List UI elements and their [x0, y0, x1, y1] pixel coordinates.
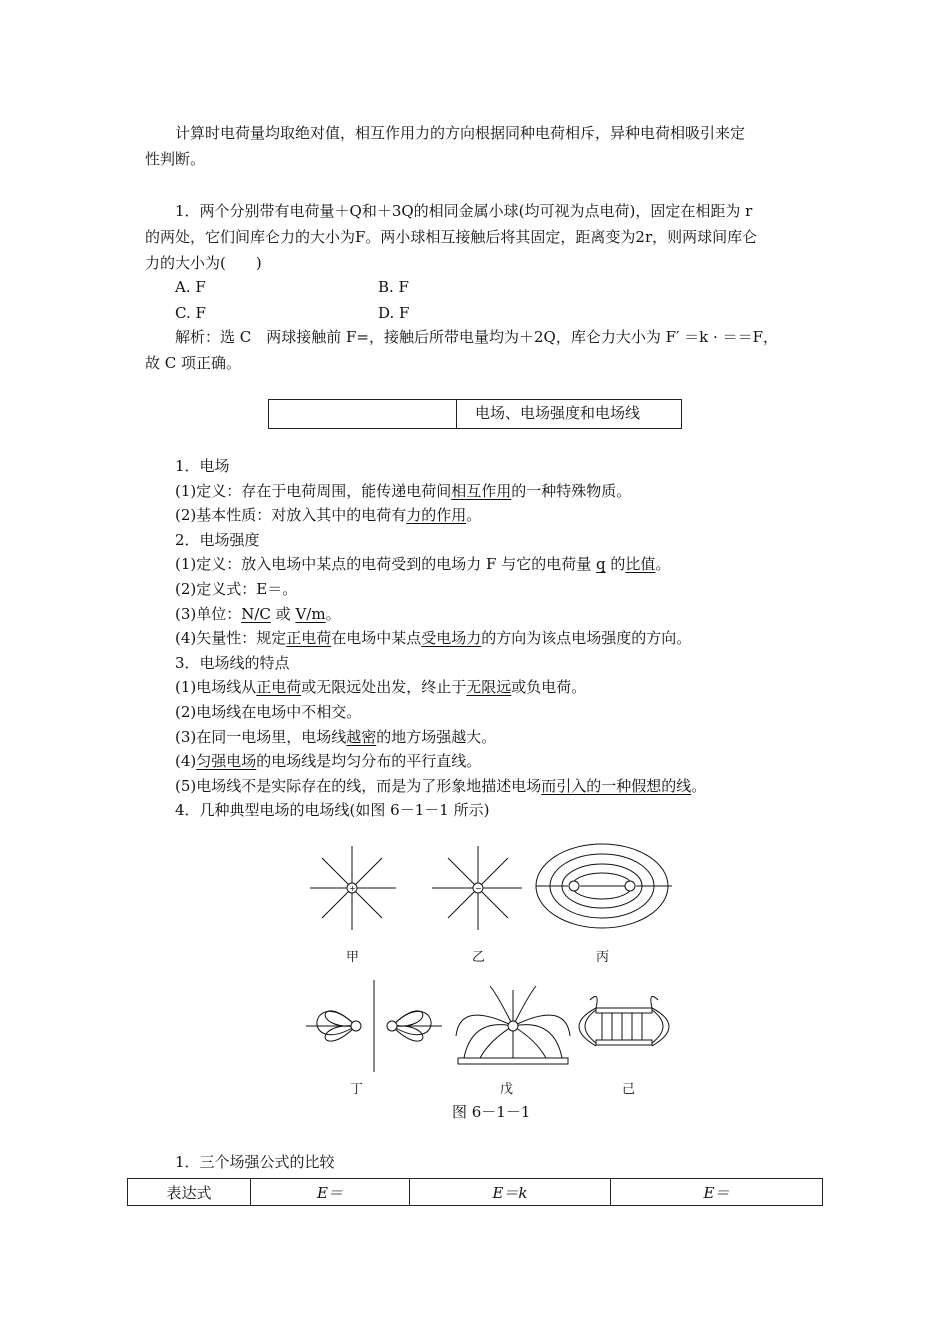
analysis	[145, 324, 817, 376]
intro-line-2: 性判断。	[145, 150, 206, 168]
note-text: (2)基本性质：对放入其中的电荷有	[175, 506, 407, 525]
note-text: 或负电荷。	[511, 678, 587, 697]
negative-charge-diagram	[432, 846, 522, 930]
note-line	[175, 503, 481, 527]
note-line	[175, 798, 489, 822]
note-line	[175, 577, 297, 601]
note-text: (4)矢量性：规定	[175, 629, 287, 648]
figure-caption: 图 6－1－1	[452, 1103, 531, 1121]
note-underlined-term: 无限远	[466, 678, 512, 697]
note-text: (4)	[175, 752, 197, 771]
note-text: (1)定义：存在于电荷周围，能传递电荷间	[175, 481, 452, 500]
figure-label-ding: 丁	[350, 1082, 364, 1097]
note-line	[175, 602, 341, 626]
table-row	[128, 1179, 823, 1206]
note-text: 的地方场强越大。	[376, 727, 497, 746]
note-line	[175, 528, 260, 552]
note-underlined-term: q	[595, 555, 606, 574]
option-d: D. F	[378, 304, 410, 322]
intro-paragraph	[145, 120, 817, 172]
question	[145, 198, 817, 276]
note-text: 2．电场强度	[175, 530, 260, 549]
comparison-table	[127, 1178, 823, 1206]
option-a: A. F	[175, 278, 206, 296]
svg-text:−: −	[475, 884, 482, 893]
note-text: (3)在同一电场里，电场线	[175, 727, 347, 746]
like-charges-diagram	[306, 980, 442, 1072]
analysis-line-2: 故 C 项正确。	[145, 354, 242, 372]
note-text: 的方向为该点电场强度的方向。	[481, 629, 692, 648]
question-line-2: 的两处，它们间库仑力的大小为F。两小球相互接触后将其固定，距离变为2r，则两球间库仑	[145, 228, 758, 246]
note-line	[175, 479, 631, 503]
note-line	[175, 552, 670, 576]
positive-charge-diagram	[310, 846, 396, 930]
note-text: 。	[466, 506, 482, 525]
note-line	[175, 749, 481, 773]
table-cell: E＝	[611, 1179, 823, 1206]
dipole-diagram	[536, 844, 672, 928]
note-text: (2)电场线在电场中不相交。	[175, 703, 362, 721]
section-title: 电场、电场强度和电场线	[475, 404, 641, 422]
section-title-box	[268, 399, 682, 429]
note-text: 或	[270, 604, 296, 623]
intro-line-1: 计算时电荷量均取绝对值，相互作用力的方向根据同种电荷相斥，异种电荷相吸引来定	[175, 124, 746, 142]
note-line	[175, 774, 706, 798]
figure-label-wu: 戊	[500, 1082, 514, 1097]
note-text: 或无限远处出发，终止于	[301, 678, 467, 697]
table-cell-header: 表达式	[128, 1179, 251, 1206]
note-text: (3)单位：	[175, 604, 242, 623]
note-text: 1．电场	[175, 457, 230, 475]
figure-label-ji: 己	[622, 1082, 636, 1097]
note-text: 的	[605, 555, 626, 574]
note-underlined-term: 而引入的一种假想的线	[541, 776, 692, 795]
note-text: 的一种特殊物质。	[511, 481, 632, 500]
note-underlined-term: 匀强电场	[196, 752, 257, 771]
analysis-line-1: 解析：选 C 两球接触前 F=，接触后所带电量均为＋2Q，库仑力大小为 F′ ＝k · ＝＝F，	[175, 328, 778, 346]
section-title-empty-cell	[269, 400, 457, 428]
svg-text:+: +	[349, 884, 356, 893]
comparison-heading: 1．三个场强公式的比较	[175, 1153, 335, 1171]
note-underlined-term: V/m	[295, 604, 326, 623]
note-text: 。	[691, 776, 707, 795]
table-cell: E＝k	[410, 1179, 611, 1206]
figure-label-bing: 丙	[596, 950, 610, 965]
figure-label-yi: 乙	[472, 950, 486, 965]
note-underlined-term: N/C	[241, 604, 271, 623]
note-underlined-term: 越密	[346, 727, 377, 746]
note-text: (1)电场线从	[175, 678, 257, 697]
note-underlined-term: 正电荷	[256, 678, 302, 697]
note-line	[175, 675, 586, 699]
note-text: 4．几种典型电场的电场线(如图 6－1－1 所示)	[175, 801, 490, 820]
option-b: B. F	[378, 278, 409, 296]
note-text: (2)定义式：E＝。	[175, 580, 298, 598]
note-text: 的电场线是均匀分布的平行直线。	[256, 752, 482, 771]
option-c: C. F	[175, 304, 206, 322]
note-text: (1)定义：放入电场中某点的电荷受到的电场力 F 与它的电荷量	[175, 555, 596, 574]
note-line	[175, 700, 361, 724]
question-line-3: 力的大小为( )	[145, 254, 262, 272]
question-line-1: 1．两个分别带有电荷量＋Q和＋3Q的相同金属小球(均可视为点电荷)，固定在相距为 r	[175, 202, 753, 220]
table-cell: E＝	[251, 1179, 410, 1206]
figure-label-jia: 甲	[346, 950, 360, 965]
note-text: (5)电场线不是实际存在的线，而是为了形象地描述电场	[175, 776, 542, 795]
note-underlined-term: 受电场力	[421, 629, 482, 648]
note-underlined-term: 正电荷	[286, 629, 332, 648]
parallel-plates-diagram	[579, 996, 669, 1046]
note-text: 3．电场线的特点	[175, 653, 290, 672]
note-underlined-term: 比值	[625, 555, 656, 574]
note-text: 。	[655, 555, 671, 574]
note-underlined-term: 力的作用	[406, 506, 467, 525]
note-line	[175, 626, 691, 650]
note-line	[175, 454, 230, 478]
note-underlined-term: 相互作用	[451, 481, 512, 500]
charge-plate-diagram	[456, 986, 570, 1064]
note-text: 。	[325, 604, 341, 623]
note-text: 在电场中某点	[331, 629, 422, 648]
note-line	[175, 651, 290, 675]
note-line	[175, 725, 496, 749]
